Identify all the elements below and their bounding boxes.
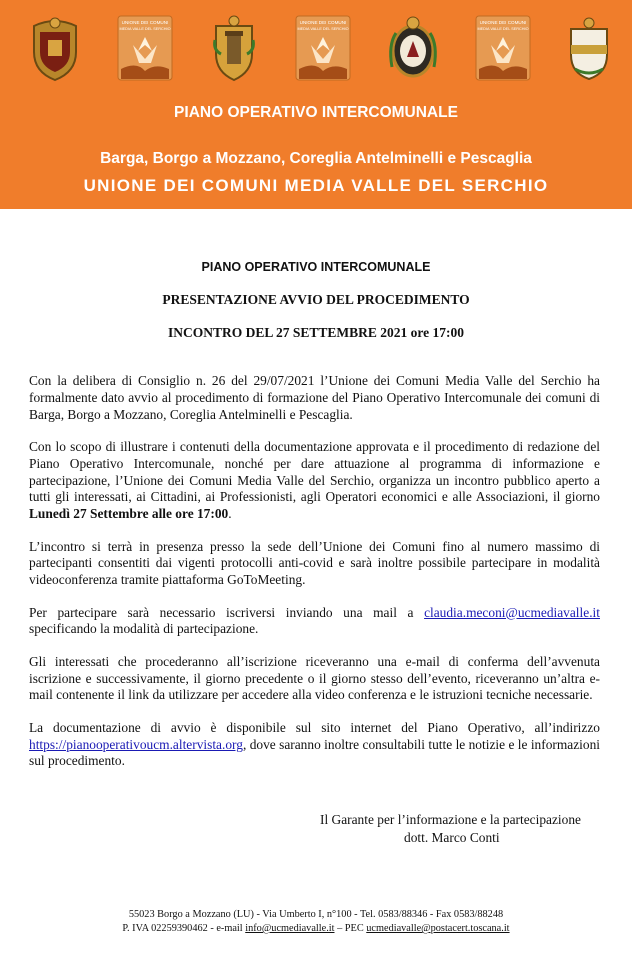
document-title: PIANO OPERATIVO INTERCOMUNALE xyxy=(201,260,431,274)
paragraph-registration-end: specificando la modalità di partecipazione. xyxy=(29,621,259,637)
unione-logo-icon xyxy=(474,14,532,82)
paragraph-registration xyxy=(29,605,600,639)
svg-text:MEDIA VALLE DEL SERCHIO: MEDIA VALLE DEL SERCHIO xyxy=(297,27,349,31)
paragraph-documentation-text: La documentazione di avvio è disponibile sul sito internet del Piano Operativo, all’indirizzo xyxy=(29,719,600,735)
signature-name: dott. Marco Conti xyxy=(404,830,500,845)
meeting-date-heading: INCONTRO DEL 27 SETTEMBRE 2021 ore 17:00 xyxy=(167,325,465,340)
svg-text:MEDIA VALLE DEL SERCHIO: MEDIA VALLE DEL SERCHIO xyxy=(119,27,171,31)
unione-logo-icon xyxy=(116,14,174,82)
footer-address: 55023 Borgo a Mozzano (LU) - Via Umberto I, n°100 - Tel. 0583/88346 - Fax 0583/88248 xyxy=(128,909,504,920)
paragraph-resolution: Con la delibera di Consiglio n. 26 del 29/07/2021 l’Unione dei Comuni Media Valle del Serchio ha formalmente dato avvio al procedimento di formazione del Piano Operativo Intercomunale dei comuni di Barga, Borgo a Mozzano, Coreglia Antelminelli e Pescaglia. xyxy=(29,373,600,422)
barga-crest-icon xyxy=(28,14,82,82)
footer-contacts xyxy=(0,923,632,934)
paragraph-purpose-end: . xyxy=(228,506,232,522)
header-banner xyxy=(0,0,632,209)
paragraph-documentation xyxy=(29,720,600,770)
header-title: PIANO OPERATIVO INTERCOMUNALE xyxy=(174,104,458,121)
website-link[interactable]: https://pianooperativoucm.altervista.org xyxy=(29,736,243,752)
paragraph-registration-text: Per partecipare sarà necessario iscriversi inviando una mail a xyxy=(29,604,425,620)
paragraph-purpose xyxy=(29,439,600,523)
paragraph-purpose-text: Con lo scopo di illustrare i contenuti della documentazione approvata e il procedimento di redazione del Piano Operativo Intercomunale, nonché per dare attuazione al programma di informazione e partecipazione, l’Unione dei Comuni Media Valle del Serchio, organizza un incontro pubblico aperto a tutti gli interessati, ai Cittadini, ai Professionisti, agli Operatori economici e alle Associazioni, il giorno xyxy=(29,438,600,505)
meeting-date-highlight: Lunedì 27 Settembre alle ore 17:00 xyxy=(29,506,229,522)
header-union-name: UNIONE DEI COMUNI MEDIA VALLE DEL SERCHIO xyxy=(83,176,549,195)
borgo-a-mozzano-crest-icon xyxy=(208,14,260,82)
unione-logo-icon xyxy=(294,14,352,82)
svg-text:MEDIA VALLE DEL SERCHIO: MEDIA VALLE DEL SERCHIO xyxy=(477,27,529,31)
registration-email-link[interactable]: claudia.meconi@ucmediavalle.it xyxy=(424,604,600,620)
footer-pec-label: – PEC xyxy=(334,923,367,934)
footer-pec-link[interactable]: ucmediavalle@postacert.toscana.it xyxy=(366,923,510,934)
letter-body xyxy=(29,373,600,786)
signature-block xyxy=(320,811,581,847)
svg-text:UNIONE DEI COMUNI: UNIONE DEI COMUNI xyxy=(121,20,169,25)
paragraph-documentation-end: , dove saranno inoltre consultabili tutte le notizie e le informazioni sul procedimento. xyxy=(29,736,600,769)
svg-text:UNIONE DEI COMUNI: UNIONE DEI COMUNI xyxy=(299,20,347,25)
footer-email-link[interactable]: info@ucmediavalle.it xyxy=(245,923,335,934)
svg-text:UNIONE DEI COMUNI: UNIONE DEI COMUNI xyxy=(479,20,527,25)
document-subtitle: PRESENTAZIONE AVVIO DEL PROCEDIMENTO xyxy=(162,292,470,307)
coreglia-crest-icon xyxy=(386,14,440,82)
signature-role: Il Garante per l’informazione e la partecipazione xyxy=(320,812,581,827)
header-municipalities: Barga, Borgo a Mozzano, Coreglia Antelminelli e Pescaglia xyxy=(100,150,532,167)
footer-vat: P. IVA 02259390462 - e-mail xyxy=(122,923,246,934)
pescaglia-crest-icon xyxy=(564,14,614,82)
paragraph-venue: L’incontro si terrà in presenza presso la sede dell’Unione dei Comuni fino al numero massimo di partecipanti consentiti dai vigenti protocolli anti-covid e sarà inoltre possibile partecipare in modalità videoconferenza tramite piattaforma GoToMeeting. xyxy=(29,538,600,588)
paragraph-confirmation: Gli interessati che procederanno all’iscrizione riceveranno una e-mail di conferma dell’avvenuta iscrizione e successivamente, il giorno precedente o il giorno stesso dell’evento, riceveranno un’altra e-mail contenente il link da utilizzare per accedere alla video conferenza e le istruzioni tecniche necessarie. xyxy=(29,653,600,703)
